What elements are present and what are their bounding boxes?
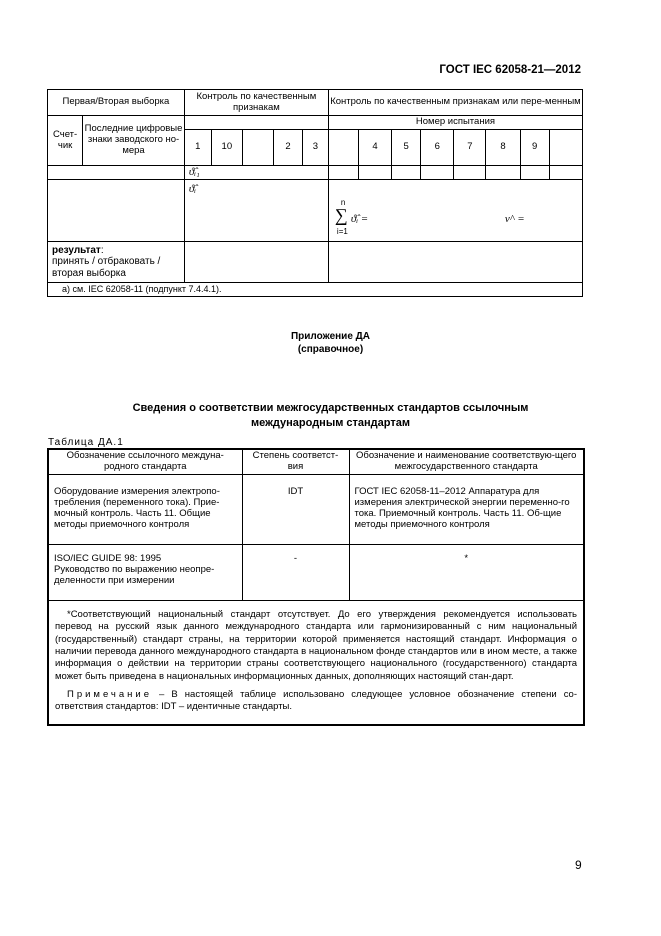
header-last-digits: Последние цифровые знаки заводского но-мера <box>83 116 185 166</box>
blank-cell <box>48 180 185 242</box>
table-cell: - <box>242 544 349 600</box>
blank-cell <box>549 130 582 166</box>
header-test-number: Номер испытания <box>328 116 582 130</box>
blank-cell <box>421 166 454 180</box>
blank-cell <box>358 166 391 180</box>
blank-cell <box>486 166 520 180</box>
sum-upper-limit: n <box>340 198 346 207</box>
test-num-cell: 9 <box>520 130 549 166</box>
theta-i-symbol: ϑ̂ᵢ <box>188 183 196 195</box>
blank-cell <box>184 242 328 283</box>
header-counter: Счет-чик <box>48 116 83 166</box>
page-number: 9 <box>575 858 582 872</box>
theta-i1-cell <box>184 166 328 180</box>
header-international-standard: Обозначение ссылочного междуна-родного стандарта <box>48 449 242 474</box>
annex-heading-line2: международным стандартам <box>251 416 410 429</box>
blank-cell <box>520 166 549 180</box>
document-header-id: ГОСТ IEC 62058-21—2012 <box>439 64 581 76</box>
annex-title: Приложение ДА <box>290 331 371 342</box>
note-label: Примечание <box>67 688 152 700</box>
table-cell: * <box>349 544 584 600</box>
header-qualitative-control: Контроль по качественным признакам <box>184 90 328 116</box>
blank-cell <box>242 130 273 166</box>
theta-i-cell <box>184 180 328 242</box>
table-note-cell <box>48 600 584 724</box>
sum-lower-limit: i=1 <box>336 227 348 236</box>
test-num-cell: 8 <box>486 130 520 166</box>
header-correspondence-degree: Степень соответст-вия <box>242 449 349 474</box>
annex-subtitle: (справочное) <box>297 343 364 355</box>
blank-cell <box>328 166 358 180</box>
table-cell: ISO/IEC GUIDE 98: 1995 Руководство по выражению неопре-деленности при измерении <box>48 544 242 600</box>
result-text: : принять / отбраковать / вторая выборка <box>52 244 161 279</box>
blank-cell <box>328 242 582 283</box>
header-qualitative-or-variable-control: Контроль по качественным признакам или пере-менным <box>328 90 582 116</box>
test-num-cell: 10 <box>211 130 242 166</box>
table-footnote: а) см. IEC 62058-11 (подпункт 7.4.4.1). <box>48 283 583 297</box>
standards-correspondence-table <box>47 448 585 726</box>
theta-i1-symbol: ϑ̂ᵢ₁ <box>188 166 200 179</box>
blank-cell <box>48 166 185 180</box>
sum-cell <box>328 180 582 242</box>
test-num-cell: 7 <box>454 130 486 166</box>
annex-section-title <box>0 401 661 431</box>
blank-cell <box>392 166 421 180</box>
note-text: – В настоящей таблице использовано следующее условное обозначение степени со-ответствия стандартов: IDT – идентичные стандарты. <box>55 688 577 713</box>
test-num-cell: 3 <box>302 130 328 166</box>
header-sample: Первая/Вторая выборка <box>48 90 185 116</box>
annex-heading <box>0 331 661 356</box>
test-num-cell: 6 <box>421 130 454 166</box>
test-num-cell: 1 <box>184 130 211 166</box>
nu-hat-symbol: ν^ = <box>504 213 525 225</box>
blank-cell <box>454 166 486 180</box>
sum-term: ϑ̂ᵢ = <box>350 213 369 225</box>
header-interstate-standard: Обозначение и наименование соответствую-щего межгосударственного стандарта <box>349 449 584 474</box>
result-label: результат <box>52 244 101 256</box>
table-cell: ГОСТ IEC 62058-11–2012 Аппаратура для измерения электрической энергии переменно-го тока. Приемочный контроль. Часть 11. Об-щие методы приемочного контроля <box>349 474 584 544</box>
acceptance-test-table <box>47 89 583 297</box>
result-cell <box>48 242 185 283</box>
blank-cell <box>328 130 358 166</box>
test-num-cell: 4 <box>358 130 391 166</box>
annex-heading-line1: Сведения о соответствии межгосударственных стандартов ссылочным <box>132 402 529 414</box>
test-num-cell: 5 <box>392 130 421 166</box>
standard-footnote: *Соответствующий национальный стандарт отсутствует. До его утверждения рекомендуется использовать перевод на русский язык данного международного стандарта или гармонизированный с ним национальный (государственный) стандарт страны, на территории которой применяется настоящий стандарт. Информация о наличии перевода данного международного стандарта в национальном фонде стандартов или в ином месте, а также информация о действии на территории страны соответствующего национального (государственного) стандарта может быть приведена в национальных информационных данных, дополняющих настоящий стан-дарт. <box>55 608 577 682</box>
blank-cell <box>549 166 582 180</box>
table-caption: Таблица ДА.1 <box>48 437 124 448</box>
table-cell: IDT <box>242 474 349 544</box>
blank-cell <box>184 116 328 130</box>
test-num-cell: 2 <box>273 130 302 166</box>
sum-symbol: ∑ <box>334 205 348 225</box>
table-cell: Оборудование измерения электропо-требления (переменного тока). Прие-мочный контроль. Часть 11. Общие методы приемочного контроля <box>48 474 242 544</box>
note-paragraph <box>55 689 577 714</box>
